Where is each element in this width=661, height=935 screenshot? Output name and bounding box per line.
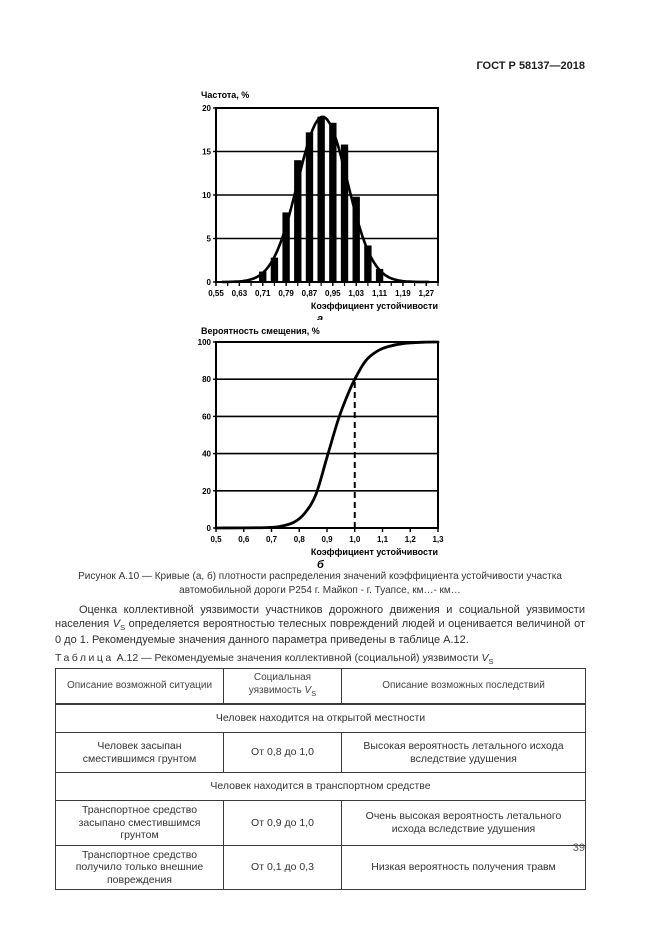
x-tick-label: 0,79	[278, 289, 294, 298]
y-tick-label: 20	[202, 486, 211, 496]
y-tick-label: 100	[197, 338, 211, 347]
x-tick-label: 1,11	[372, 289, 388, 298]
histogram-bar	[306, 132, 313, 282]
x-tick-label: 1,1	[376, 535, 389, 544]
y-tick-label: 15	[202, 147, 211, 157]
figure-caption-line1: Рисунок А.10 — Кривые (а, б) плотности распределения значений коэффициента устойчивости участка	[78, 571, 562, 582]
x-axis-title: Коэффициент устойчивости	[310, 547, 438, 557]
y-axis-title: Частота, %	[201, 90, 250, 100]
x-tick-label: 1,2	[404, 535, 416, 544]
histogram-bar	[317, 117, 324, 282]
y-tick-label: 80	[202, 375, 211, 385]
vulnerability-table	[55, 668, 586, 890]
figure-caption-line2: автомобильной дороги Р254 г. Майкоп - г. Туапсе, км…- км…	[179, 585, 461, 596]
table-header	[56, 669, 586, 705]
table-header-situation: Описание возможной ситуации	[56, 669, 224, 705]
table-caption-word: Таблица	[55, 652, 114, 664]
table-cell: От 0,9 до 1,0	[224, 801, 342, 846]
y-tick-label: 10	[202, 191, 211, 200]
y-tick-label: 40	[202, 449, 211, 459]
table-cell: Транспортное средство засыпано сместившимся грунтом	[56, 801, 224, 846]
x-tick-label: 0,55	[208, 289, 224, 298]
histogram-bar	[329, 123, 336, 282]
vs-symbol: $V_S$	[304, 684, 317, 698]
table-row	[56, 704, 586, 733]
figure-caption	[55, 570, 585, 598]
chart-b-svg	[193, 322, 458, 568]
cumulative-curve	[216, 342, 438, 528]
table-caption-text: А.12 — Рекомендуемые значения коллективной (социальной) уязвимости	[113, 652, 482, 664]
x-tick-label: 0,63	[231, 289, 248, 298]
table-row	[56, 733, 586, 773]
x-tick-label: 0,71	[254, 289, 271, 298]
x-tick-label: 0,5	[210, 535, 222, 544]
standard-number: ГОСТ Р 58137—2018	[476, 60, 585, 72]
chart-a-histogram	[193, 86, 458, 325]
table-cell: Человек засыпан сместившимся грунтом	[56, 733, 224, 773]
subfigure-label: б	[317, 559, 324, 568]
y-tick-label: 0	[206, 524, 211, 533]
x-tick-label: 1,03	[348, 289, 364, 298]
table-span-cell: Человек находится в транспортном средстве	[56, 773, 586, 801]
x-tick-label: 1,3	[432, 535, 444, 544]
table-cell: Транспортное средство получило только внешние повреждения	[56, 845, 224, 890]
vs-symbol: $V_S$	[112, 617, 126, 632]
table-cell: Низкая вероятность получения травм	[342, 845, 586, 890]
x-tick-label: 1,0	[349, 535, 361, 544]
x-tick-label: 0,87	[301, 289, 318, 298]
body-paragraph	[55, 604, 585, 648]
table-row	[56, 801, 586, 846]
table-span-cell: Человек находится на открытой местности	[56, 704, 586, 733]
table-cell: Высокая вероятность летального исхода вследствие удушения	[342, 733, 586, 773]
density-curve	[222, 117, 429, 282]
table-row	[56, 773, 586, 801]
table-cell: От 0,1 до 0,3	[224, 845, 342, 890]
y-axis-title: Вероятность смещения, %	[201, 326, 320, 336]
table-cell: Очень высокая вероятность летального исхода вследствие удушения	[342, 801, 586, 846]
vulnerability-table-body	[56, 704, 586, 890]
table-header-consequences: Описание возможных последствий	[342, 669, 586, 705]
x-tick-label: 0,6	[238, 535, 250, 544]
table-header-vulnerability: Социальная уязвимость $V_S$	[224, 669, 342, 705]
x-tick-label: 0,8	[293, 535, 305, 544]
chart-a-svg	[193, 86, 458, 320]
chart-b-cumulative-curve	[193, 322, 458, 573]
table-caption	[55, 652, 585, 666]
y-tick-label: 60	[202, 412, 211, 422]
x-tick-label: 0,9	[321, 535, 333, 544]
x-tick-label: 1,27	[418, 289, 435, 298]
paragraph-text-after: определяется вероятностью телесных повреждений людей и оценивается величиной от 0 до 1. Рекомендуемые значения данного параметра приведены в таблице А.12.	[55, 617, 585, 647]
y-tick-label: 20	[202, 104, 211, 113]
x-tick-label: 1,19	[395, 289, 411, 298]
paragraph-text-before: Оценка коллективной уязвимости участников дорожного движения и социальной уязвимости населения	[55, 604, 585, 630]
table-header-row	[56, 669, 586, 705]
vs-symbol: $V_S$	[481, 652, 494, 667]
subfigure-label: а	[317, 313, 324, 320]
x-axis-title: Коэффициент устойчивости	[310, 301, 438, 311]
x-tick-label: 0,95	[325, 289, 341, 298]
y-tick-label: 0	[206, 278, 211, 287]
page-number: 39	[572, 842, 585, 854]
plot-border	[216, 342, 438, 528]
page-header	[55, 60, 585, 72]
y-tick-label: 5	[206, 234, 211, 244]
x-tick-label: 0,7	[265, 535, 278, 544]
table-cell: От 0,8 до 1,0	[224, 733, 342, 773]
